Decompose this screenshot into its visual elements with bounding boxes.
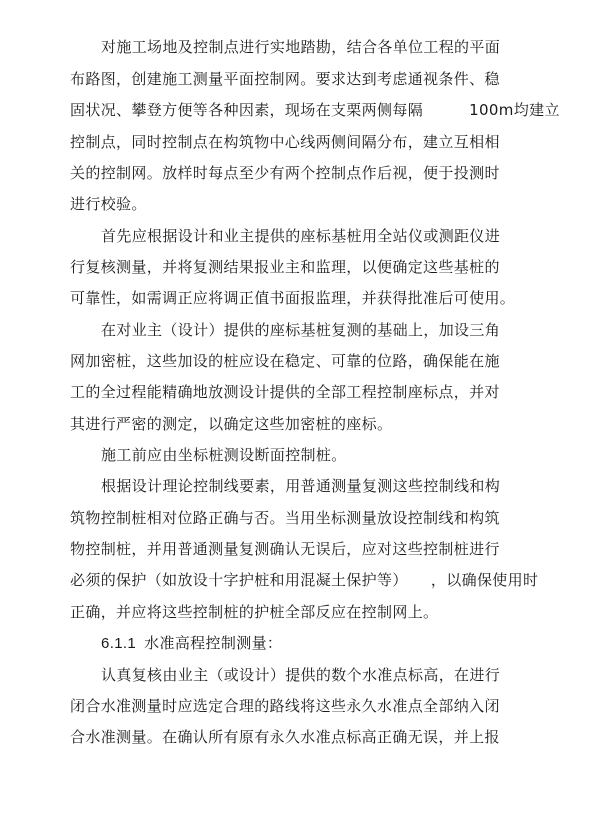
paragraph-line: 闭合水准测量时应选定合理的路线将这些永久水准点全部纳入闭 [70, 697, 500, 715]
paragraph-line: 关的控制网。放样时每点至少有两个控制点作后视，便于投测时 [70, 164, 500, 182]
paragraph-line: 控制点，同时控制点在构筑物中心线两侧间隔分布，建立互相相 [70, 133, 500, 151]
paragraph-line: 筑物控制桩相对位路正确与否。当用坐标测量放设控制线和构筑 [70, 509, 500, 527]
paragraph-line: 根据设计理论控制线要素，用普通测量复测这些控制线和构 [101, 477, 501, 495]
paragraph-line: 行复核测量，并将复测结果报业主和监理，以便确定这些基桩的 [70, 258, 500, 276]
paragraph-line: 在对业主（设计）提供的座标基桩复测的基础上，加设三角 [101, 321, 501, 339]
section-title: 水准高程控制测量： [144, 634, 283, 652]
paragraph-line: 必须的保护（如放设十字护桩和用混凝土保护等） ，以确保使用时 [70, 571, 539, 589]
section-heading [101, 634, 282, 653]
paragraph-line: 工的全过程能精确地放测设计提供的全部工程控制座标点，并对 [70, 383, 500, 401]
paragraph-line: 正确，并应将这些控制桩的护桩全部反应在控制网上。 [70, 603, 439, 621]
paragraph-line: 布路图，创建施工测量平面控制网。要求达到考虑通视条件、稳 [70, 70, 500, 88]
paragraph-line: 对施工场地及控制点进行实地踏勘，结合各单位工程的平面 [101, 38, 501, 56]
section-number: 6.1.1 [101, 635, 137, 652]
paragraph-line: 合水准测量。在确认所有原有永久水准点标高正确无误，并上报 [70, 728, 500, 746]
paragraph-line: 可靠性，如需调正应将调正值书面报监理，并获得批准后可使用。 [70, 289, 516, 307]
paragraph-line: 物控制桩，并用普通测量复测确认无误后，应对这些控制桩进行 [70, 540, 500, 558]
paragraph-line: 首先应根据设计和业主提供的座标基桩用全站仪或测距仪进 [101, 227, 501, 245]
paragraph-line: 进行校验。 [70, 195, 147, 213]
paragraph-line: 其进行严密的测定，以确定这些加密桩的座标。 [70, 415, 393, 433]
paragraph-line: 固状况、攀登方便等各种因素，现场在支栗两侧每隔 100m均建立 [70, 101, 560, 119]
paragraph-line: 认真复核由业主（或设计）提供的数个水准点标高，在进行 [101, 666, 501, 684]
paragraph-line: 网加密桩，这些加设的桩应设在稳定、可靠的位路，确保能在施 [70, 352, 500, 370]
paragraph-line: 施工前应由坐标桩测设断面控制桩。 [101, 446, 347, 464]
